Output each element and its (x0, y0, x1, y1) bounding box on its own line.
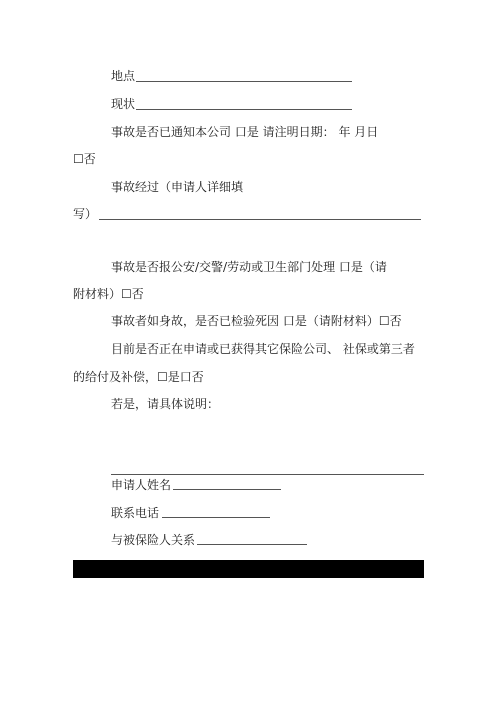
reported-question: 事故是否报公安/交警/劳动或卫生部门处理 口是（请 (111, 260, 387, 274)
location-field[interactable] (136, 81, 352, 82)
other-insurance-question-cont: 的给付及补偿，☐是口否 (73, 370, 204, 384)
other-insurance-question: 目前是否正在申请或已获得其它保险公司、 社保或第三者 (111, 342, 415, 356)
process-field[interactable] (99, 219, 421, 220)
status-label: 现状 (111, 97, 136, 111)
if-yes-label: 若是，请具体说明： (111, 397, 220, 411)
relation-field[interactable] (197, 544, 307, 545)
explanation-field[interactable] (111, 474, 424, 475)
phone-label: 联系电话 (111, 506, 160, 520)
notified-no-checkbox[interactable]: ☐否 (73, 152, 96, 166)
location-label: 地点 (111, 69, 136, 83)
black-bar (73, 560, 424, 578)
applicant-name-label: 申请人姓名 (111, 478, 172, 492)
relation-label: 与被保险人关系 (111, 533, 196, 547)
phone-field[interactable] (162, 517, 270, 518)
process-label: 事故经过（申请人详细填 (111, 180, 244, 194)
applicant-name-field[interactable] (173, 489, 281, 490)
reported-question-cont: 附材料）☐否 (73, 287, 144, 301)
status-field[interactable] (136, 109, 352, 110)
process-label-cont: 写） (73, 207, 98, 221)
death-question: 事故者如身故，是否已检验死因 口是（请附材料）☐否 (111, 314, 402, 328)
notified-question: 事故是否已通知本公司 口是 请注明日期： 年 月日 (111, 125, 379, 139)
